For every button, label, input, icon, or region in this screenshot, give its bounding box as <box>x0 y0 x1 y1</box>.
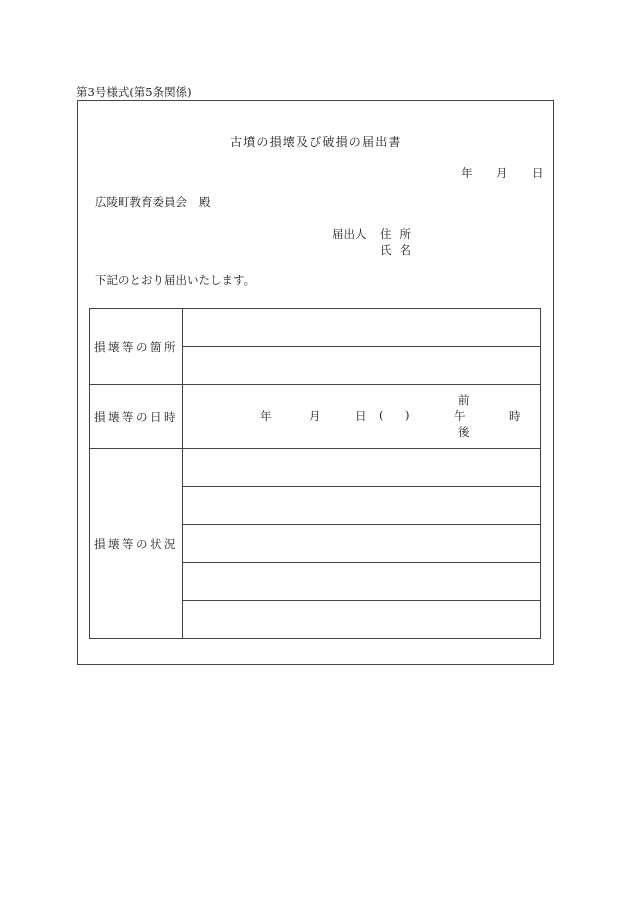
form-number: 第3号様式(第5条関係) <box>76 85 192 99</box>
datetime-row <box>90 385 541 449</box>
addressee-honorific: 殿 <box>199 195 211 209</box>
datetime-month: 月 <box>309 409 321 423</box>
date-month-label: 月 <box>496 166 508 180</box>
location-label: 損壊等の箇所 <box>90 309 183 385</box>
intro-text: 下記のとおり届出いたします。 <box>95 273 256 287</box>
datetime-label: 損壊等の日時 <box>90 385 183 449</box>
location-input-line-2[interactable] <box>183 347 541 385</box>
datetime-fields <box>183 385 540 448</box>
datetime-paren-close: ) <box>405 408 410 422</box>
status-input-line-2[interactable] <box>183 487 541 525</box>
status-input-line-1[interactable] <box>183 449 541 487</box>
status-row <box>90 449 541 487</box>
datetime-year: 年 <box>260 409 272 423</box>
addressee <box>95 194 211 210</box>
date-year-label: 年 <box>461 166 473 180</box>
applicant-label: 届出人 <box>332 227 367 241</box>
datetime-ampm-middle: 午 <box>454 409 466 423</box>
datetime-input[interactable] <box>183 385 541 449</box>
datetime-day: 日 <box>355 409 367 423</box>
applicant-name-label: 氏名 <box>380 243 419 257</box>
location-row <box>90 309 541 347</box>
date-day-label: 日 <box>532 166 544 180</box>
datetime-ampm-bottom: 後 <box>458 425 470 439</box>
applicant-address-label: 住所 <box>380 227 419 241</box>
status-input-line-3[interactable] <box>183 525 541 563</box>
status-label: 損壊等の状況 <box>90 449 183 639</box>
status-input-line-4[interactable] <box>183 563 541 601</box>
addressee-name: 広陵町教育委員会 <box>95 195 187 209</box>
status-input-line-5[interactable] <box>183 601 541 639</box>
datetime-hour: 時 <box>509 409 521 423</box>
datetime-paren-open: ( <box>379 408 384 422</box>
report-table <box>89 308 541 639</box>
location-input-line-1[interactable] <box>183 309 541 347</box>
document-title: 古墳の損壊及び破損の届出書 <box>230 135 402 149</box>
datetime-ampm-top: 前 <box>458 393 470 407</box>
